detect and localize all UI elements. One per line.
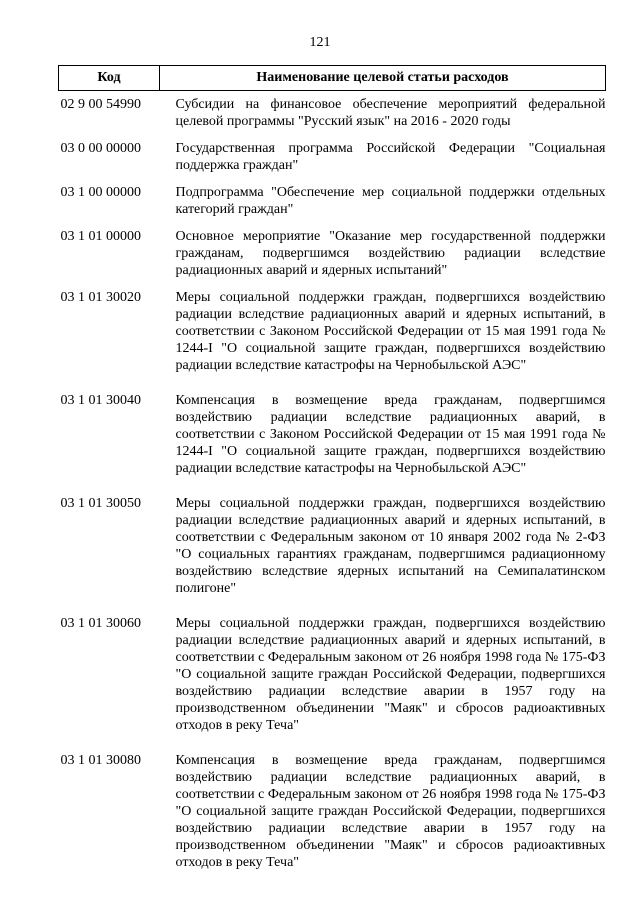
row-name: Субсидии на финансовое обеспечение мероприятий федеральной целевой программы "Русский язык" на 2016 - 2020 годы <box>175 97 606 129</box>
row-name: Меры социальной поддержки граждан, подвергшихся воздействию радиации вследствие радиационных аварий и ядерных испытаний, в соответствии с Законом Российской Федерации от 15 мая 1991 года № 1244-I "О социальной защите граждан, подвергшихся воздействию радиации вследствие катастрофы на Чернобыльской АЭС" <box>175 290 606 373</box>
header-name: Наименование целевой статьи расходов <box>160 66 606 91</box>
row-code: 03 0 00 00000 <box>60 141 141 156</box>
table-row <box>59 392 606 495</box>
table-row <box>59 184 606 228</box>
header-code: Код <box>59 66 160 91</box>
expense-table-container <box>58 65 606 881</box>
row-name: Подпрограмма "Обеспечение мер социальной поддержки отдельных категорий граждан" <box>175 185 606 217</box>
table-row <box>59 495 606 615</box>
row-name: Компенсация в возмещение вреда гражданам, подвергшимся воздействию радиации вследствие радиационных аварий, в соответствии с Законом Российской Федерации от 15 мая 1991 года № 1244-I "О социальной защите граждан, подвергшихся воздействию радиации вследствие катастрофы на Чернобыльской АЭС" <box>175 393 606 476</box>
table-row <box>59 289 606 392</box>
table-header-row <box>59 66 606 91</box>
table-row <box>59 228 606 289</box>
row-code: 03 1 01 30050 <box>60 496 141 511</box>
expense-table <box>58 65 606 881</box>
row-name: Компенсация в возмещение вреда гражданам, подвергшимся воздействию радиации вследствие радиационных аварий, в соответствии с Федеральным законом от 26 ноября 1998 года № 175-ФЗ "О социальной защите граждан Российской Федерации, подвергшихся воздействию радиации вследствие аварии в 1957 году на производственном объединении "Маяк" и сбросов радиоактивных отходов в реку Теча" <box>175 753 606 870</box>
table-row <box>59 140 606 184</box>
row-code: 02 9 00 54990 <box>60 97 141 112</box>
table-row <box>59 91 606 141</box>
row-name: Меры социальной поддержки граждан, подвергшихся воздействию радиации вследствие радиационных аварий и ядерных испытаний, в соответствии с Федеральным законом от 26 ноября 1998 года № 175-ФЗ "О социальной защите граждан Российской Федерации, подвергшихся воздействию радиации вследствие аварии в 1957 году на производственном объединении "Маяк" и сбросов радиоактивных отходов в реку Теча" <box>175 616 606 733</box>
table-row <box>59 615 606 752</box>
table-row <box>59 752 606 881</box>
row-code: 03 1 01 30020 <box>60 290 141 305</box>
row-code: 03 1 00 00000 <box>60 185 141 200</box>
row-code: 03 1 01 30040 <box>60 393 141 408</box>
row-name: Основное мероприятие "Оказание мер государственной поддержки гражданам, подвергшимся воздействию радиации вследствие радиационных аварий и ядерных испытаний" <box>175 229 606 278</box>
row-code: 03 1 01 00000 <box>60 229 141 244</box>
row-name: Государственная программа Российской Федерации "Социальная поддержка граждан" <box>175 141 606 173</box>
page-number: 121 <box>309 35 331 50</box>
row-code: 03 1 01 30080 <box>60 753 141 768</box>
row-name: Меры социальной поддержки граждан, подвергшихся воздействию радиации вследствие радиационных аварий и ядерных испытаний, в соответствии с Федеральным законом от 10 января 2002 года № 2-ФЗ "О социальных гарантиях гражданам, подвергшимся радиационному воздействию вследствие ядерных испытаний на Семипалатинском полигоне" <box>175 496 606 596</box>
row-code: 03 1 01 30060 <box>60 616 141 631</box>
